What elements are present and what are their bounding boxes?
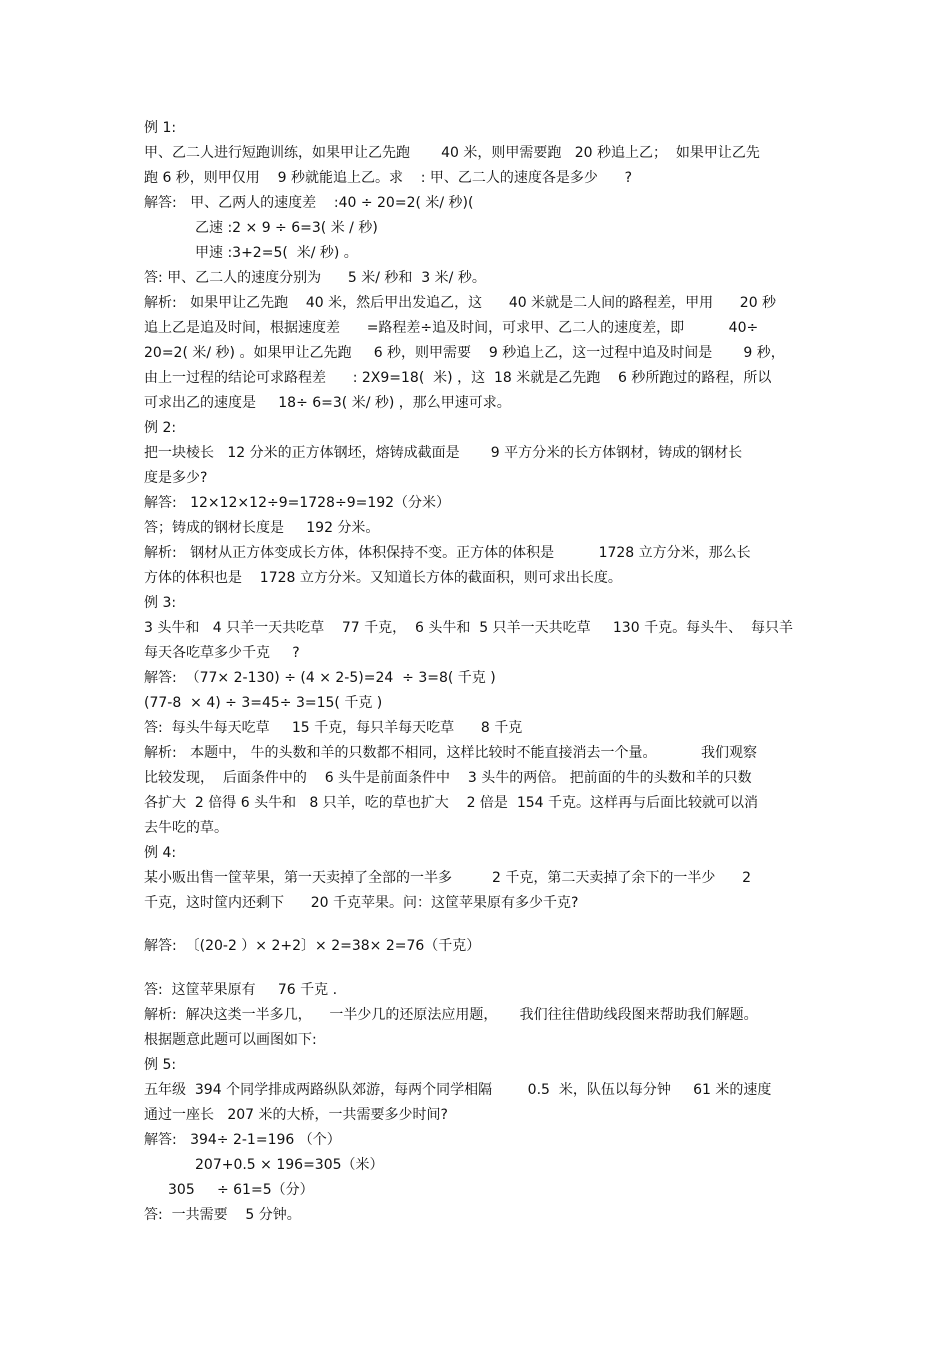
example-5-heading: 例 5: bbox=[144, 1057, 177, 1073]
example-1-analysis-line: 20=2( 米/ 秒) 。如果甲让乙先跑 6 秒，则甲需要 9 秒追上乙，这一过程中追及时间是 9 秒， bbox=[144, 345, 785, 361]
example-1-analysis-line: 追上乙是追及时间，根据速度差 =路程差÷追及时间，可求甲、乙二人的速度差，即 40÷ bbox=[144, 320, 759, 336]
example-4-heading: 例 4: bbox=[144, 845, 177, 861]
example-2-answer: 答；铸成的钢材长度是 192 分米。 bbox=[144, 520, 380, 536]
example-1-solution-line: 解答: 甲、乙两人的速度差 :40 ÷ 20=2( 米/ 秒)( bbox=[144, 195, 474, 211]
example-1-analysis-line: 解析: 如果甲让乙先跑 40 米，然后甲出发追乙，这 40 米就是二人间的路程差，甲用 20 秒 bbox=[144, 295, 777, 311]
example-5-solution-line: 解答: 394÷ 2-1=196 （个） bbox=[144, 1132, 341, 1148]
example-5-solution-line: 207+0.5 × 196=305（米） bbox=[195, 1157, 384, 1173]
example-1-solution-line: 乙速 :2 × 9 ÷ 6=3( 米 / 秒) bbox=[195, 220, 378, 236]
example-4-analysis-line: 解析: 解决这类一半多几， 一半少几的还原法应用题， 我们往往借助线段图来帮助我们解题。 bbox=[144, 1007, 758, 1023]
example-2-question-line: 把一块棱长 12 分米的正方体钢坯，熔铸成截面是 9 平方分米的长方体钢材，铸成的钢材长 bbox=[144, 445, 743, 461]
example-1-answer: 答: 甲、乙二人的速度分别为 5 米/ 秒和 3 米/ 秒。 bbox=[144, 270, 486, 286]
example-2-heading: 例 2: bbox=[144, 420, 177, 436]
example-1-question-line: 甲、乙二人进行短跑训练，如果甲让乙先跑 40 米，则甲需要跑 20 秒追上乙； 如果甲让乙先 bbox=[144, 145, 760, 161]
example-2-question-line: 度是多少? bbox=[144, 470, 208, 486]
example-3-solution-line: 解答: （77× 2-130) ÷ (4 × 2-5)=24 ÷ 3=8( 千克 ) bbox=[144, 670, 496, 686]
example-3-analysis-line: 解析: 本题中， 牛的头数和羊的只数都不相同，这样比较时不能直接消去一个量。 我们观察 bbox=[144, 745, 758, 761]
example-1-heading: 例 1: bbox=[144, 120, 177, 136]
example-1-analysis-line: 可求出乙的速度是 18÷ 6=3( 米/ 秒) ，那么甲速可求。 bbox=[144, 395, 511, 411]
example-5-answer: 答: 一共需要 5 分钟。 bbox=[144, 1207, 301, 1223]
example-1-question-line: 跑 6 秒，则甲仅用 9 秒就能追上乙。求 : 甲、乙二人的速度各是多少 ? bbox=[144, 170, 633, 186]
example-4-answer: 答: 这筐苹果原有 76 千克 . bbox=[144, 982, 338, 998]
example-3-analysis-line: 比较发现， 后面条件中的 6 头牛是前面条件中 3 头牛的两倍。 把前面的牛的头数和羊的只数 bbox=[144, 770, 752, 786]
example-4-question-line: 某小贩出售一筐苹果，第一天卖掉了全部的一半多 2 千克，第二天卖掉了余下的一半少 2 bbox=[144, 870, 752, 886]
example-3-heading: 例 3: bbox=[144, 595, 177, 611]
example-5-question-line: 五年级 394 个同学排成两路纵队郊游，每两个同学相隔 0.5 米，队伍以每分钟 61 米的速度 bbox=[144, 1082, 772, 1098]
example-3-analysis-line: 去牛吃的草。 bbox=[144, 820, 228, 836]
example-2-analysis-line: 解析: 钢材从正方体变成长方体，体积保持不变。正方体的体积是 1728 立方分米，那么长 bbox=[144, 545, 751, 561]
example-5-question-line: 通过一座长 207 米的大桥，一共需要多少时间? bbox=[144, 1107, 448, 1123]
example-3-question-line: 3 头牛和 4 只羊一天共吃草 77 千克， 6 头牛和 5 只羊一天共吃草 130 千克。每头牛、 每只羊 bbox=[144, 620, 793, 636]
example-1-solution-line: 甲速 :3+2=5( 米/ 秒) 。 bbox=[195, 245, 358, 261]
example-4-question-line: 千克，这时筐内还剩下 20 千克苹果。问：这筐苹果原有多少千克? bbox=[144, 895, 579, 911]
example-2-analysis-line: 方体的体积也是 1728 立方分米。又知道长方体的截面积，则可求出长度。 bbox=[144, 570, 622, 586]
example-2-solution-line: 解答: 12×12×12÷9=1728÷9=192（分米） bbox=[144, 495, 451, 511]
example-3-answer: 答: 每头牛每天吃草 15 千克，每只羊每天吃草 8 千克 bbox=[144, 720, 523, 736]
example-3-analysis-line: 各扩大 2 倍得 6 头牛和 8 只羊，吃的草也扩大 2 倍是 154 千克。这样再与后面比较就可以消 bbox=[144, 795, 759, 811]
example-5-solution-line: 305 ÷ 61=5（分） bbox=[168, 1182, 314, 1198]
example-3-solution-line: (77-8 × 4) ÷ 3=45÷ 3=15( 千克 ) bbox=[144, 695, 383, 711]
example-4-solution-line: 解答: 〔(20-2 ）× 2+2〕× 2=38× 2=76（千克） bbox=[144, 938, 481, 954]
example-1-analysis-line: 由上一过程的结论可求路程差 : 2X9=18( 米) ，这 18 米就是乙先跑 6 秒所跑过的路程，所以 bbox=[144, 370, 772, 386]
example-3-question-line: 每天各吃草多少千克 ? bbox=[144, 645, 300, 661]
example-4-analysis-line: 根据题意此题可以画图如下: bbox=[144, 1032, 317, 1048]
